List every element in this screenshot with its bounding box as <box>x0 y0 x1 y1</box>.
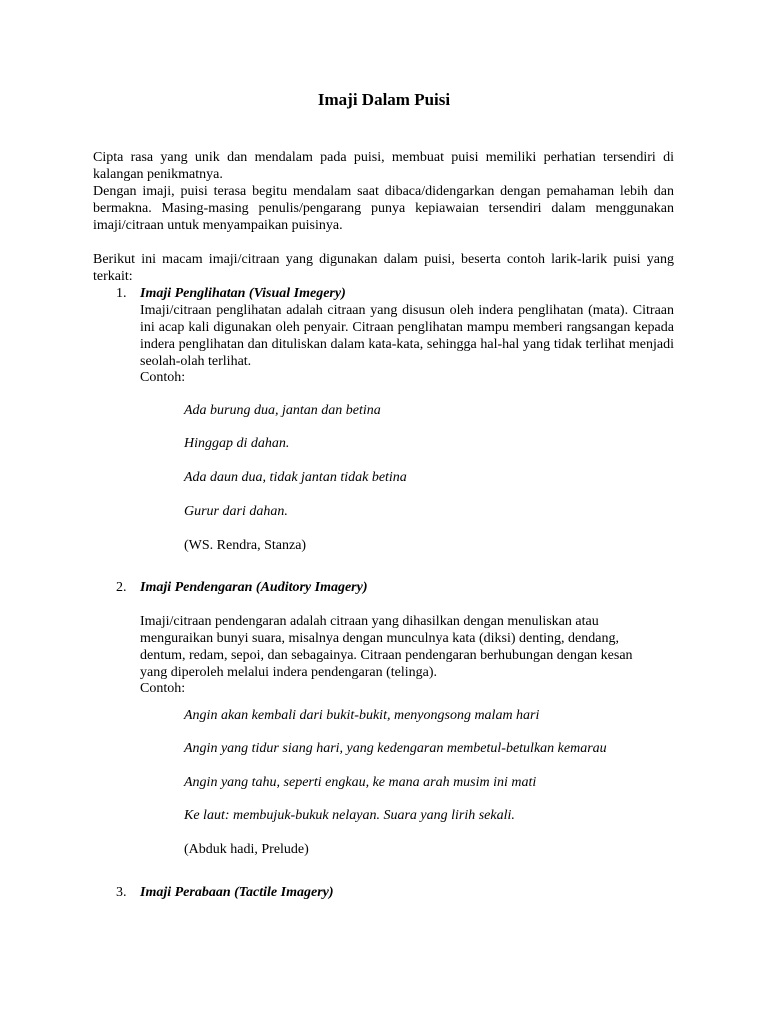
section-3-number: 3. <box>116 885 127 900</box>
section-2-poem-source: (Abduk hadi, Prelude) <box>184 842 309 857</box>
section-3-heading: Imaji Perabaan (Tactile Imagery) <box>140 885 334 900</box>
section-2-poem-line-1: Angin akan kembali dari bukit-bukit, menyongsong malam hari <box>184 708 540 723</box>
section-1-poem-source: (WS. Rendra, Stanza) <box>184 538 307 553</box>
intro-paragraph-1: Cipta rasa yang unik dan mendalam pada puisi, membuat puisi memiliki perhatian tersendiri di kalangan penikmatnya. <box>93 150 674 182</box>
section-1-poem-line-1: Ada burung dua, jantan dan betina <box>184 403 381 418</box>
intro-paragraph-3: Berikut ini macam imaji/citraan yang digunakan dalam puisi, beserta contoh larik-larik puisi yang terkait: <box>93 252 674 284</box>
section-1-body: Imaji/citraan penglihatan adalah citraan yang disusun oleh indera penglihatan (mata). Citraan ini acap kali digunakan oleh penyair. Citraan penglihatan mampu memberi rangsangan kepada indera penglihatan dan dituliskan dalam kata-kata, sehingga hal-hal yang tidak terlihat menjadi seolah-olah terlihat. <box>140 303 674 369</box>
section-2-poem-line-2: Angin yang tidur siang hari, yang kedengaran membetul-betulkan kemarau <box>184 741 607 756</box>
section-2-poem-line-3: Angin yang tahu, seperti engkau, ke mana arah musim ini mati <box>184 775 537 790</box>
section-2-example-label: Contoh: <box>140 681 186 696</box>
section-1-poem-line-3: Ada daun dua, tidak jantan tidak betina <box>184 470 407 485</box>
section-1-poem-line-2: Hinggap di dahan. <box>184 436 290 451</box>
section-2-poem-line-4: Ke laut: membujuk-bukuk nelayan. Suara yang lirih sekali. <box>184 808 515 823</box>
section-2-body: Imaji/citraan pendengaran adalah citraan yang dihasilkan dengan menuliskan atau menguraikan bunyi suara, misalnya dengan munculnya kata (diksi) denting, dendang, dentum, redam, sepoi, dan sebagainya. Citraan pendengaran berhubungan dengan kesan yang diperoleh melalui indera pendengaran (telinga). <box>140 614 633 680</box>
section-1-poem-line-4: Gurur dari dahan. <box>184 504 288 519</box>
section-2-number: 2. <box>116 580 127 595</box>
page-title: Imaji Dalam Puisi <box>317 90 451 109</box>
section-1-example-label: Contoh: <box>140 370 186 385</box>
section-2-heading: Imaji Pendengaran (Auditory Imagery) <box>140 580 368 595</box>
intro-paragraph-2: Dengan imaji, puisi terasa begitu mendalam saat dibaca/didengarkan dengan pemahaman lebih dan bermakna. Masing-masing penulis/pengarang punya kepiawaian tersendiri dalam menggunakan imaji/citraan untuk menyampaikan puisinya. <box>93 184 674 233</box>
section-1-heading: Imaji Penglihatan (Visual Imegery) <box>140 286 346 301</box>
section-1-number: 1. <box>116 286 127 301</box>
